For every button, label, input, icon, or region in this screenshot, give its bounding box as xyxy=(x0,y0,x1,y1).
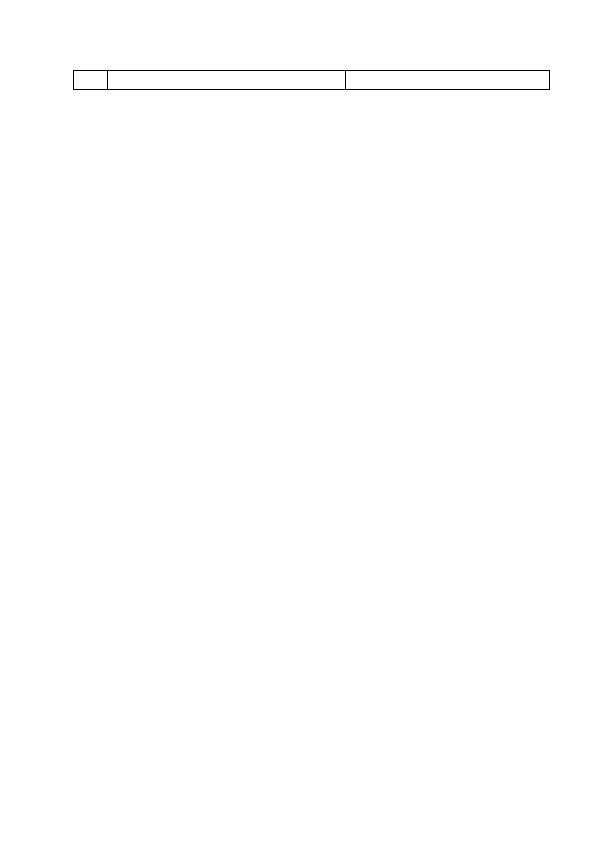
header-cell xyxy=(346,71,550,90)
header-cell xyxy=(108,71,346,90)
header-cell xyxy=(74,71,108,90)
table-header-row xyxy=(74,71,550,90)
nomenclature-table xyxy=(73,70,550,90)
